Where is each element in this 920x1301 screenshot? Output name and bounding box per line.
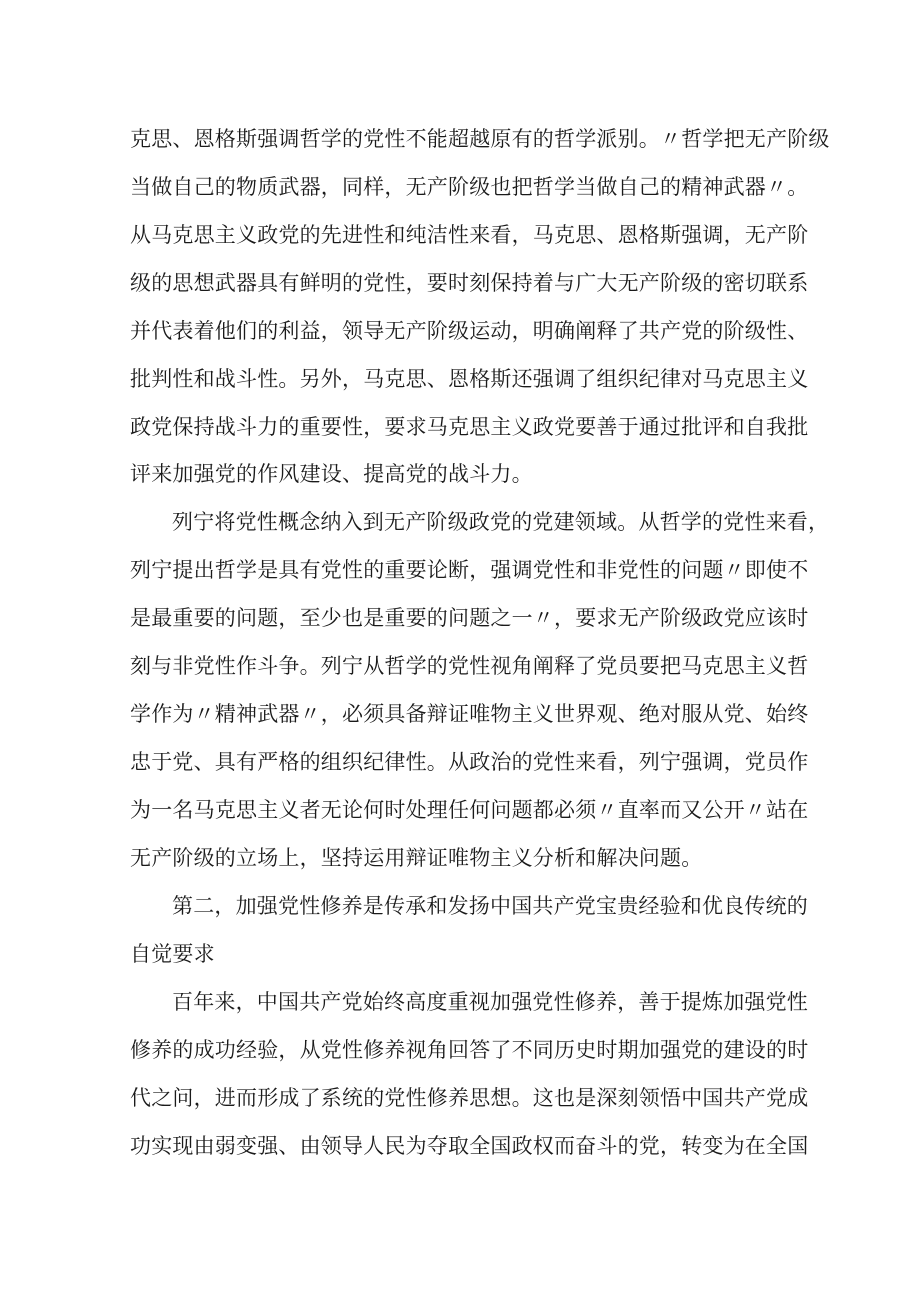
text-line: 批判性和战斗性。另外，马克思、恩格斯还强调了组织纪律对马克思主义 [130, 367, 809, 391]
section-heading-line: 第二，加强党性修养是传承和发扬中国共产党宝贵经验和优良传统的 [172, 894, 808, 918]
text-line: 忠于党、具有严格的组织纪律性。从政治的党性来看，列宁强调，党员作 [130, 750, 809, 774]
text-line: 从马克思主义政党的先进性和纯洁性来看，马克思、恩格斯强调，无产阶 [130, 223, 809, 247]
paragraph-first-line: 列宁将党性概念纳入到无产阶级政党的党建领域。从哲学的党性来看， [172, 510, 830, 534]
text-line: 政党保持战斗力的重要性，要求马克思主义政党要善于通过批评和自我批 [130, 415, 809, 439]
text-line: 为一名马克思主义者无论何时处理任何问题都必须〃直率而又公开〃站在 [130, 798, 809, 822]
text-line: 代之问，进而形成了系统的党性修养思想。这也是深刻领悟中国共产党成 [130, 1086, 809, 1110]
text-line: 克思、恩格斯强调哲学的党性不能超越原有的哲学派别。〃哲学把无产阶级 [130, 127, 830, 151]
text-line: 修养的成功经验，从党性修养视角回答了不同历史时期加强党的建设的时 [130, 1038, 809, 1062]
text-line: 功实现由弱变强、由领导人民为夺取全国政权而奋斗的党，转变为在全国 [130, 1134, 809, 1158]
text-line: 是最重要的问题，至少也是重要的问题之一〃，要求无产阶级政党应该时 [130, 606, 809, 630]
text-line: 无产阶级的立场上，坚持运用辩证唯物主义分析和解决问题。 [130, 846, 703, 870]
text-line: 刻与非党性作斗争。列宁从哲学的党性视角阐释了党员要把马克思主义哲 [130, 654, 809, 678]
text-line: 学作为〃精神武器〃，必须具备辩证唯物主义世界观、绝对服从党、始终 [130, 702, 809, 726]
text-line: 级的思想武器具有鲜明的党性，要时刻保持着与广大无产阶级的密切联系 [130, 271, 809, 295]
section-heading-line: 自觉要求 [130, 942, 215, 966]
text-line: 当做自己的物质武器，同样，无产阶级也把哲学当做自己的精神武器〃。 [130, 175, 809, 199]
text-line: 列宁提出哲学是具有党性的重要论断，强调党性和非党性的问题〃即使不 [130, 558, 809, 582]
paragraph-first-line: 百年来，中国共产党始终高度重视加强党性修养，善于提炼加强党性 [172, 990, 808, 1014]
text-line: 并代表着他们的利益，领导无产阶级运动，明确阐释了共产党的阶级性、 [130, 319, 809, 343]
text-line: 评来加强党的作风建设、提高党的战斗力。 [130, 462, 533, 486]
